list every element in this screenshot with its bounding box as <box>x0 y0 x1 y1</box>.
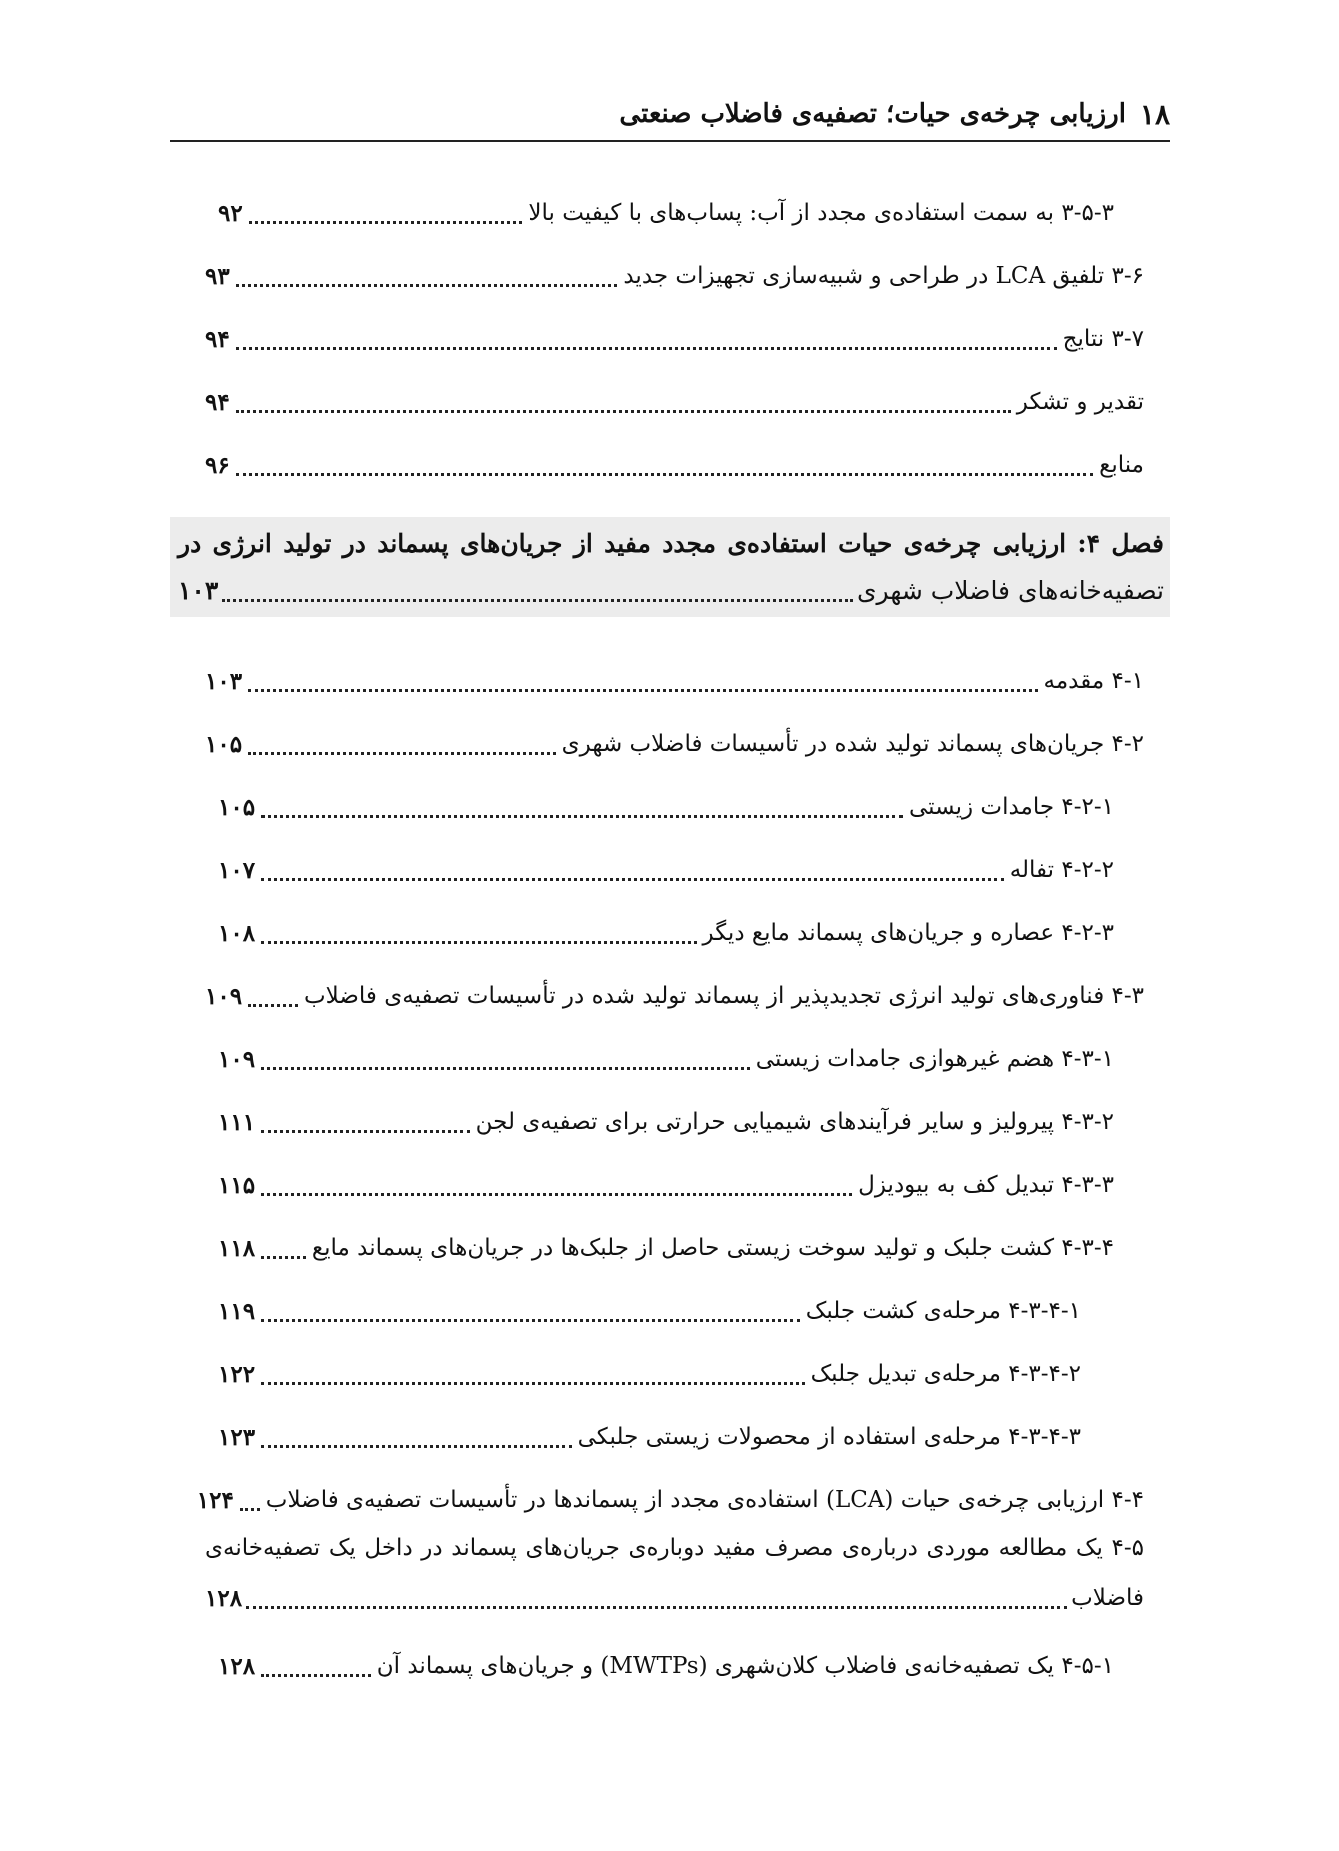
toc-entry-title: ۴-۲-۱ جامدات زیستی <box>908 794 1114 820</box>
dot-leader <box>261 1193 852 1196</box>
dot-leader <box>261 1319 800 1322</box>
toc-entry[interactable] <box>205 311 1144 367</box>
toc-entry-line2-row <box>205 1578 1144 1618</box>
toc-entry-title: منابع <box>1099 452 1144 478</box>
toc-entry[interactable] <box>218 905 1114 961</box>
dot-leader <box>248 752 556 755</box>
toc-entry-title: ۴-۲-۲ تفاله <box>1009 857 1114 883</box>
toc-entry-title: ۴-۳-۲ پیرولیز و سایر فرآیندهای شیمیایی حرارتی برای تصفیه‌ی لجن <box>475 1109 1114 1135</box>
toc-entry[interactable] <box>218 1220 1114 1276</box>
toc-entry-title: ۳-۶ تلفیق LCA در طراحی و شبیه‌سازی تجهیزات جدید <box>623 263 1144 289</box>
toc-entry-title: ۴-۵-۱ یک تصفیه‌خانه‌ی فاضلاب کلان‌شهری (MWTPs) و جریان‌های پسماند آن <box>376 1653 1114 1679</box>
toc-entry[interactable] <box>218 1638 1114 1694</box>
toc-entry-title: ۴-۳-۱ هضم غیرهوازی جامدات زیستی <box>755 1046 1114 1072</box>
toc-entry-title: ۴-۳-۴ کشت جلبک و تولید سوخت زیستی حاصل از جلبک‌ها در جریان‌های پسماند مایع <box>311 1235 1114 1261</box>
toc-entry-page: ۹۳ <box>205 262 230 290</box>
toc-entry-page: ۱۱۸ <box>218 1234 256 1262</box>
dot-leader <box>261 1445 572 1448</box>
dot-leader <box>248 1004 298 1007</box>
toc-entry-page: ۱۱۵ <box>218 1171 256 1199</box>
chapter-title-line1: فصل ۴: ارزیابی چرخه‌ی حیات استفاده‌ی مجدد مفید از جریان‌های پسماند در تولید انرژی در <box>178 529 1164 558</box>
dot-leader <box>261 1067 750 1070</box>
dot-leader <box>261 1130 470 1133</box>
toc-entry-page: ۱۱۱ <box>218 1108 256 1136</box>
toc-entry-page: ۱۰۹ <box>218 1045 256 1073</box>
dot-leader <box>236 284 618 287</box>
toc-entry-title: ۴-۳ فناوری‌های تولید انرژی تجدیدپذیر از پسماند تولید شده در تأسیسات تصفیه‌ی فاضلاب <box>304 983 1144 1009</box>
dot-leader <box>236 473 1093 476</box>
toc-entry[interactable] <box>205 248 1144 304</box>
toc-entry-page: ۱۰۳ <box>205 667 243 695</box>
dot-leader <box>261 1674 371 1677</box>
toc-entry[interactable] <box>218 1283 1081 1339</box>
chapter-heading[interactable] <box>170 517 1170 617</box>
toc-entry-page: ۱۲۲ <box>218 1360 256 1388</box>
toc-entry[interactable] <box>218 1094 1114 1150</box>
dot-leader <box>261 878 1004 881</box>
toc-entry-page: ۱۰۵ <box>218 793 256 821</box>
toc-entry[interactable] <box>218 842 1114 898</box>
dot-leader <box>246 1606 1067 1609</box>
toc-entry-title: ۴-۳-۴-۱ مرحله‌ی کشت جلبک <box>805 1298 1081 1324</box>
toc-entry[interactable] <box>205 374 1144 430</box>
toc-entry[interactable] <box>218 1346 1081 1402</box>
page-number: ۱۸ <box>1139 97 1170 131</box>
dot-leader <box>236 410 1011 413</box>
toc-entry[interactable] <box>205 437 1144 493</box>
chapter-page: ۱۰۳ <box>178 575 219 605</box>
toc-entry-page: ۱۲۳ <box>218 1423 256 1451</box>
toc-entry-title: ۳-۷ نتایج <box>1062 326 1144 352</box>
toc-entry-page: ۱۲۸ <box>218 1652 256 1680</box>
toc-entry-page: ۱۰۹ <box>205 982 243 1010</box>
toc-entry-title: ۴-۳-۳ تبدیل کف به بیودیزل <box>858 1172 1114 1198</box>
toc-entry[interactable] <box>218 185 1114 241</box>
toc-entry[interactable] <box>205 653 1144 709</box>
toc-entry-page: ۱۰۵ <box>205 730 243 758</box>
dot-leader <box>249 221 523 224</box>
dot-leader <box>261 815 903 818</box>
toc-entry[interactable] <box>218 1157 1114 1213</box>
toc-entry-title: ۴-۴ ارزیابی چرخه‌ی حیات (LCA) استفاده‌ی مجدد از پسماندها در تأسیسات تصفیه‌ی فاضلاب <box>265 1487 1144 1513</box>
book-title: ارزیابی چرخه‌ی حیات؛ تصفیه‌ی فاضلاب صنعتی <box>619 99 1126 129</box>
toc-entry-title: ۴-۲ جریان‌های پسماند تولید شده در تأسیسات فاضلاب شهری <box>561 731 1144 757</box>
toc-entry[interactable] <box>218 779 1114 835</box>
chapter-title-line2-row <box>178 569 1164 611</box>
chapter-title-line2: تصفیه‌خانه‌های فاضلاب شهری <box>856 575 1164 605</box>
dot-leader <box>261 1256 306 1259</box>
toc-entry-page: ۱۱۹ <box>218 1297 256 1325</box>
toc-entry[interactable] <box>205 716 1144 772</box>
toc-entry[interactable] <box>205 968 1144 1024</box>
dot-leader <box>261 1382 805 1385</box>
toc-entry-title: ۴-۳-۴-۳ مرحله‌ی استفاده از محصولات زیستی جلبکی <box>577 1424 1081 1450</box>
toc-entry-title-line1: ۴-۵ یک مطالعه موردی درباره‌ی مصرف مفید دوباره‌ی جریان‌های پسماند در داخل یک تصفیه‌خانه‌ی <box>205 1535 1144 1561</box>
toc-entry-title: ۴-۲-۳ عصاره و جریان‌های پسماند مایع دیگر <box>702 920 1114 946</box>
dot-leader <box>240 1508 260 1511</box>
dot-leader <box>222 599 853 602</box>
toc-entry-page: ۱۲۸ <box>205 1584 243 1612</box>
toc-entry-title-line2: فاضلاب <box>1071 1585 1144 1611</box>
toc-entry-page: ۱۲۴ <box>196 1486 234 1514</box>
toc-entry-title: ۳-۵-۳ به سمت استفاده‌ی مجدد از آب: پساب‌های با کیفیت بالا <box>528 200 1114 226</box>
toc-entry[interactable] <box>218 1031 1114 1087</box>
toc-entry-page: ۹۴ <box>205 325 230 353</box>
toc-entry-wrapped[interactable] <box>205 1520 1144 1630</box>
toc-entry-page: ۱۰۷ <box>218 856 256 884</box>
toc-entry-title: تقدیر و تشکر <box>1016 389 1144 415</box>
toc-entry-page: ۹۲ <box>218 199 243 227</box>
toc-entry-title: ۴-۱ مقدمه <box>1043 668 1144 694</box>
dot-leader <box>248 689 1037 692</box>
toc-entry-page: ۹۴ <box>205 388 230 416</box>
toc-entry-page: ۹۶ <box>205 451 230 479</box>
dot-leader <box>236 347 1057 350</box>
dot-leader <box>261 941 696 944</box>
toc-entry-title: ۴-۳-۴-۲ مرحله‌ی تبدیل جلبک <box>810 1361 1081 1387</box>
toc-entry[interactable] <box>218 1409 1081 1465</box>
toc-entry-page: ۱۰۸ <box>218 919 256 947</box>
